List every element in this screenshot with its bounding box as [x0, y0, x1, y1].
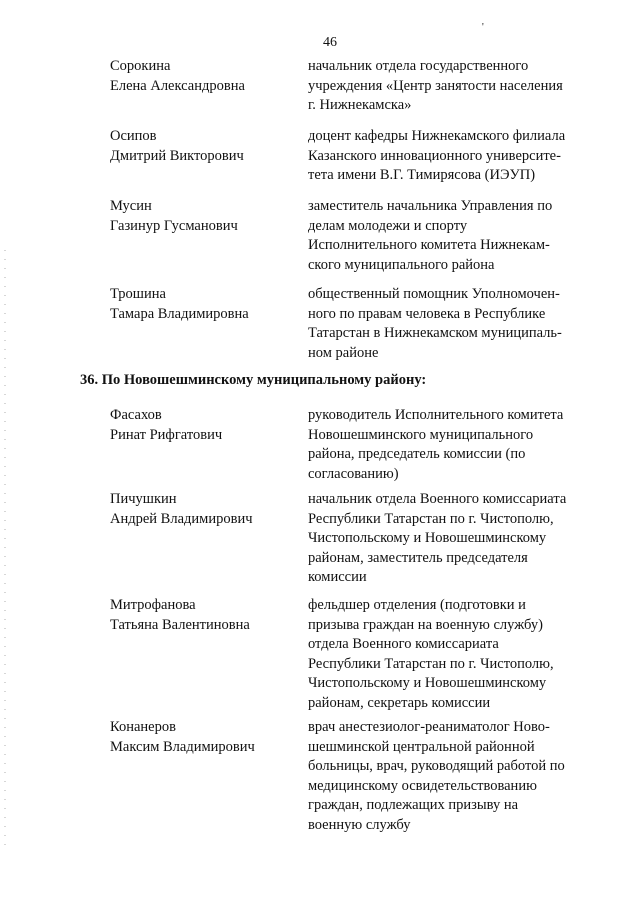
- person-name: [110, 197, 300, 236]
- section-heading: 36. По Новошешминскому муниципальному району:: [80, 372, 427, 388]
- position-line: района, председатель комиссии (по: [308, 446, 526, 462]
- position-line: больницы, врач, руководящий работой по: [308, 758, 565, 774]
- position-line: руководитель Исполнительного комитета: [308, 407, 564, 423]
- position-line: г. Нижнекамска»: [308, 97, 412, 113]
- page-number: 46: [323, 35, 337, 50]
- person-position: [308, 490, 580, 588]
- person-name: [110, 490, 300, 529]
- position-line: Республики Татарстан по г. Чистополю,: [308, 655, 554, 672]
- position-line: фельдшер отделения (подготовки и: [308, 597, 526, 613]
- person-name: [110, 285, 300, 324]
- position-line: шешминской центральной районной: [308, 738, 535, 755]
- position-line: доцент кафедры Нижнекамского филиала: [308, 128, 566, 144]
- person-given-names: Ринат Рифгатович: [110, 426, 223, 443]
- position-line: ского муниципального района: [308, 256, 495, 273]
- position-line: призыва граждан на военную службу): [308, 616, 543, 633]
- person-given-names: Газинур Гусманович: [110, 217, 238, 234]
- person-position: [308, 57, 580, 116]
- position-line: Казанского инновационного университе-: [308, 147, 561, 164]
- person-surname: Конанеров: [110, 719, 176, 735]
- position-line: отдела Военного комиссариата: [308, 636, 499, 652]
- position-line: ном районе: [308, 344, 379, 361]
- person-name: [110, 406, 300, 445]
- person-given-names: Тамара Владимировна: [110, 305, 249, 322]
- position-line: учреждения «Центр занятости населения: [308, 77, 563, 94]
- person-position: [308, 406, 580, 484]
- position-line: Новошешминского муниципального: [308, 426, 534, 443]
- person-given-names: Елена Александровна: [110, 77, 245, 94]
- person-given-names: Максим Владимирович: [110, 738, 255, 755]
- position-line: районам, заместитель председателя: [308, 549, 528, 566]
- position-line: Татарстан в Нижнекамском муниципаль-: [308, 325, 562, 341]
- person-position: [308, 197, 580, 275]
- person-given-names: Татьяна Валентиновна: [110, 616, 250, 633]
- person-surname: Мусин: [110, 198, 152, 214]
- person-surname: Фасахов: [110, 407, 162, 423]
- position-line: начальник отдела государственного: [308, 58, 529, 74]
- position-line: военную службу: [308, 816, 411, 833]
- person-surname: Сорокина: [110, 58, 171, 74]
- position-line: согласованию): [308, 465, 399, 482]
- position-line: Республики Татарстан по г. Чистополю,: [308, 510, 554, 527]
- person-surname: Митрофанова: [110, 597, 196, 613]
- position-line: заместитель начальника Управления по: [308, 198, 553, 214]
- position-line: тета имени В.Г. Тимирясова (ИЭУП): [308, 167, 536, 183]
- position-line: Чистопольскому и Новошешминскому: [308, 675, 547, 691]
- person-name: [110, 57, 300, 96]
- position-line: делам молодежи и спорту: [308, 217, 468, 234]
- person-position: [308, 718, 580, 835]
- person-surname: Осипов: [110, 128, 157, 144]
- person-name: [110, 718, 300, 757]
- position-line: граждан, подлежащих призыву на: [308, 797, 519, 813]
- person-given-names: Дмитрий Викторович: [110, 147, 244, 164]
- position-line: врач анестезиолог-реаниматолог Ново-: [308, 719, 550, 735]
- position-line: районам, секретарь комиссии: [308, 694, 491, 711]
- position-line: медицинскому освидетельствованию: [308, 777, 537, 794]
- person-name: [110, 596, 300, 635]
- person-position: [308, 285, 580, 363]
- position-line: начальник отдела Военного комиссариата: [308, 491, 567, 507]
- margin-scan-marks: [4, 250, 6, 850]
- top-mark: ': [482, 22, 484, 33]
- person-name: [110, 127, 300, 166]
- person-given-names: Андрей Владимирович: [110, 510, 253, 527]
- position-line: общественный помощник Уполномочен-: [308, 286, 560, 302]
- person-position: [308, 596, 580, 713]
- position-line: Исполнительного комитета Нижнекам-: [308, 237, 550, 253]
- position-line: Чистопольскому и Новошешминскому: [308, 530, 547, 546]
- person-position: [308, 127, 580, 186]
- person-surname: Трошина: [110, 286, 166, 302]
- position-line: ного по правам человека в Республике: [308, 305, 546, 322]
- position-line: комиссии: [308, 569, 367, 585]
- person-surname: Пичушкин: [110, 491, 177, 507]
